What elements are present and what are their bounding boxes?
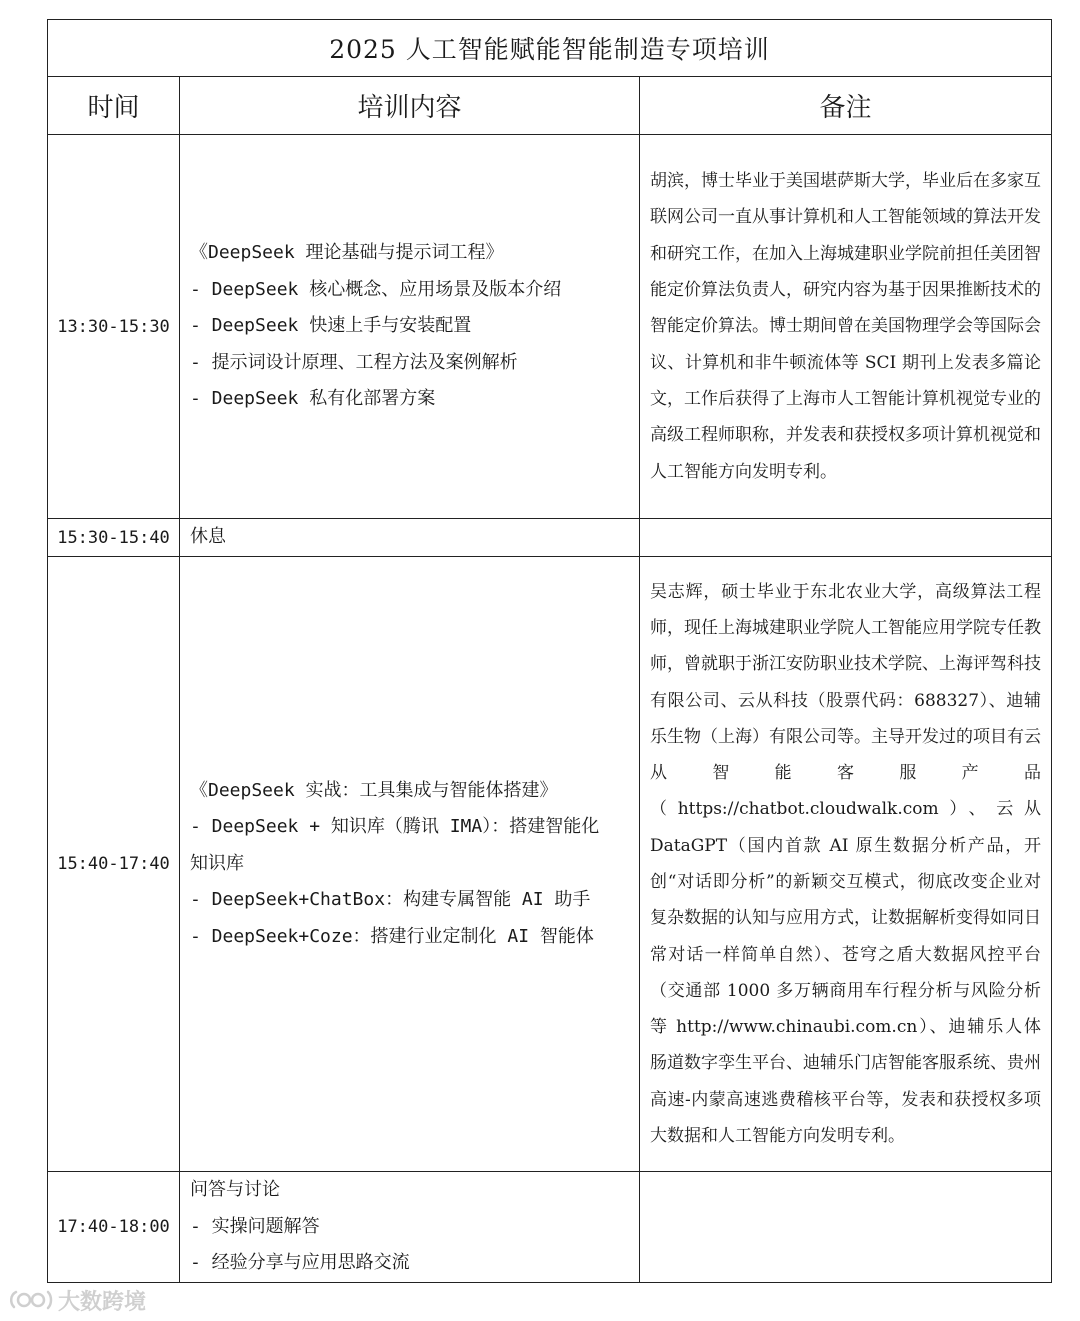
session-item: - DeepSeek + 知识库（腾讯 IMA）：搭建智能化 [190, 816, 600, 838]
table-row [48, 519, 1052, 557]
table-title: 2025 人工智能赋能智能制造专项培训 [48, 20, 1052, 77]
table-row [48, 135, 1052, 519]
session-title: 休息 [190, 526, 226, 548]
title-row [48, 20, 1052, 77]
session-title: 问答与讨论 [190, 1179, 280, 1200]
header-time: 时间 [48, 77, 180, 135]
table-row [48, 1172, 1052, 1283]
session-item: - DeepSeek 快速上手与安装配置 [190, 315, 472, 337]
session-item: 知识库 [190, 852, 244, 874]
time-cell: 13:30-15:30 [48, 135, 180, 519]
note-cell [640, 519, 1052, 557]
session-item: - DeepSeek 私有化部署方案 [190, 388, 436, 410]
content-cell [180, 557, 640, 1172]
header-note: 备注 [640, 77, 1052, 135]
header-content: 培训内容 [180, 77, 640, 135]
session-item: - 提示词设计原理、工程方法及案例解析 [190, 351, 518, 373]
time-cell: 15:40-17:40 [48, 557, 180, 1172]
session-item: - 实操问题解答 [190, 1215, 320, 1237]
session-title: 《DeepSeek 理论基础与提示词工程》 [190, 242, 504, 264]
brand-logo-icon [8, 1287, 54, 1313]
content-cell [180, 1172, 640, 1283]
watermark-text: 大数跨境 [58, 1289, 147, 1315]
session-item: - 经验分享与应用思路交流 [190, 1252, 410, 1273]
content-cell [180, 135, 640, 519]
header-row [48, 77, 1052, 135]
time-cell: 17:40-18:00 [48, 1172, 180, 1283]
time-cell: 15:30-15:40 [48, 519, 180, 557]
session-item: - DeepSeek 核心概念、应用场景及版本介绍 [190, 278, 562, 300]
note-cell: 胡滨，博士毕业于美国堪萨斯大学，毕业后在多家互联网公司一直从事计算机和人工智能领域的算法开发和研究工作，在加入上海城建职业学院前担任美团智能定价算法负责人，研究内容为基于因果推断技术的智能定价算法。博士期间曾在美国物理学会等国际会议、计算机和非牛顿流体等 SCI 期刊上发表多篇论文，工作后获得了上海市人工智能计算机视觉专业的高级工程师职称，并发表和获授权多项计算机视觉和人工智能方向发明专利。 [640, 135, 1052, 519]
session-item: - DeepSeek+ChatBox：构建专属智能 AI 助手 [190, 889, 591, 911]
watermark [8, 1285, 146, 1315]
table-row [48, 557, 1052, 1172]
note-cell: 吴志辉，硕士毕业于东北农业大学，高级算法工程师，现任上海城建职业学院人工智能应用学院专任教师，曾就职于浙江安防职业技术学院、上海评驾科技有限公司、云从科技（股票代码：688327）、迪辅乐生物（上海）有限公司等。主导开发过的项目有云从智能客服产品（https://chatbot.cloudwalk.com）、云从DataGPT（国内首款 AI 原生数据分析产品，开创“对话即分析”的新颖交互模式，彻底改变企业对复杂数据的认知与应用方式，让数据解析变得如同日常对话一样简单自然）、苍穹之盾大数据风控平台（交通部 1000 多万辆商用车行程分析与风险分析等 http://www.chinaubi.com.cn）、迪辅乐人体肠道数字孪生平台、迪辅乐门店智能客服系统、贵州高速-内蒙高速逃费稽核平台等，发表和获授权多项大数据和人工智能方向发明专利。 [640, 557, 1052, 1172]
schedule-table [47, 19, 1052, 1283]
session-title: 《DeepSeek 实战：工具集成与智能体搭建》 [190, 779, 558, 801]
content-cell [180, 519, 640, 557]
note-cell [640, 1172, 1052, 1283]
session-item: - DeepSeek+Coze：搭建行业定制化 AI 智能体 [190, 925, 594, 947]
